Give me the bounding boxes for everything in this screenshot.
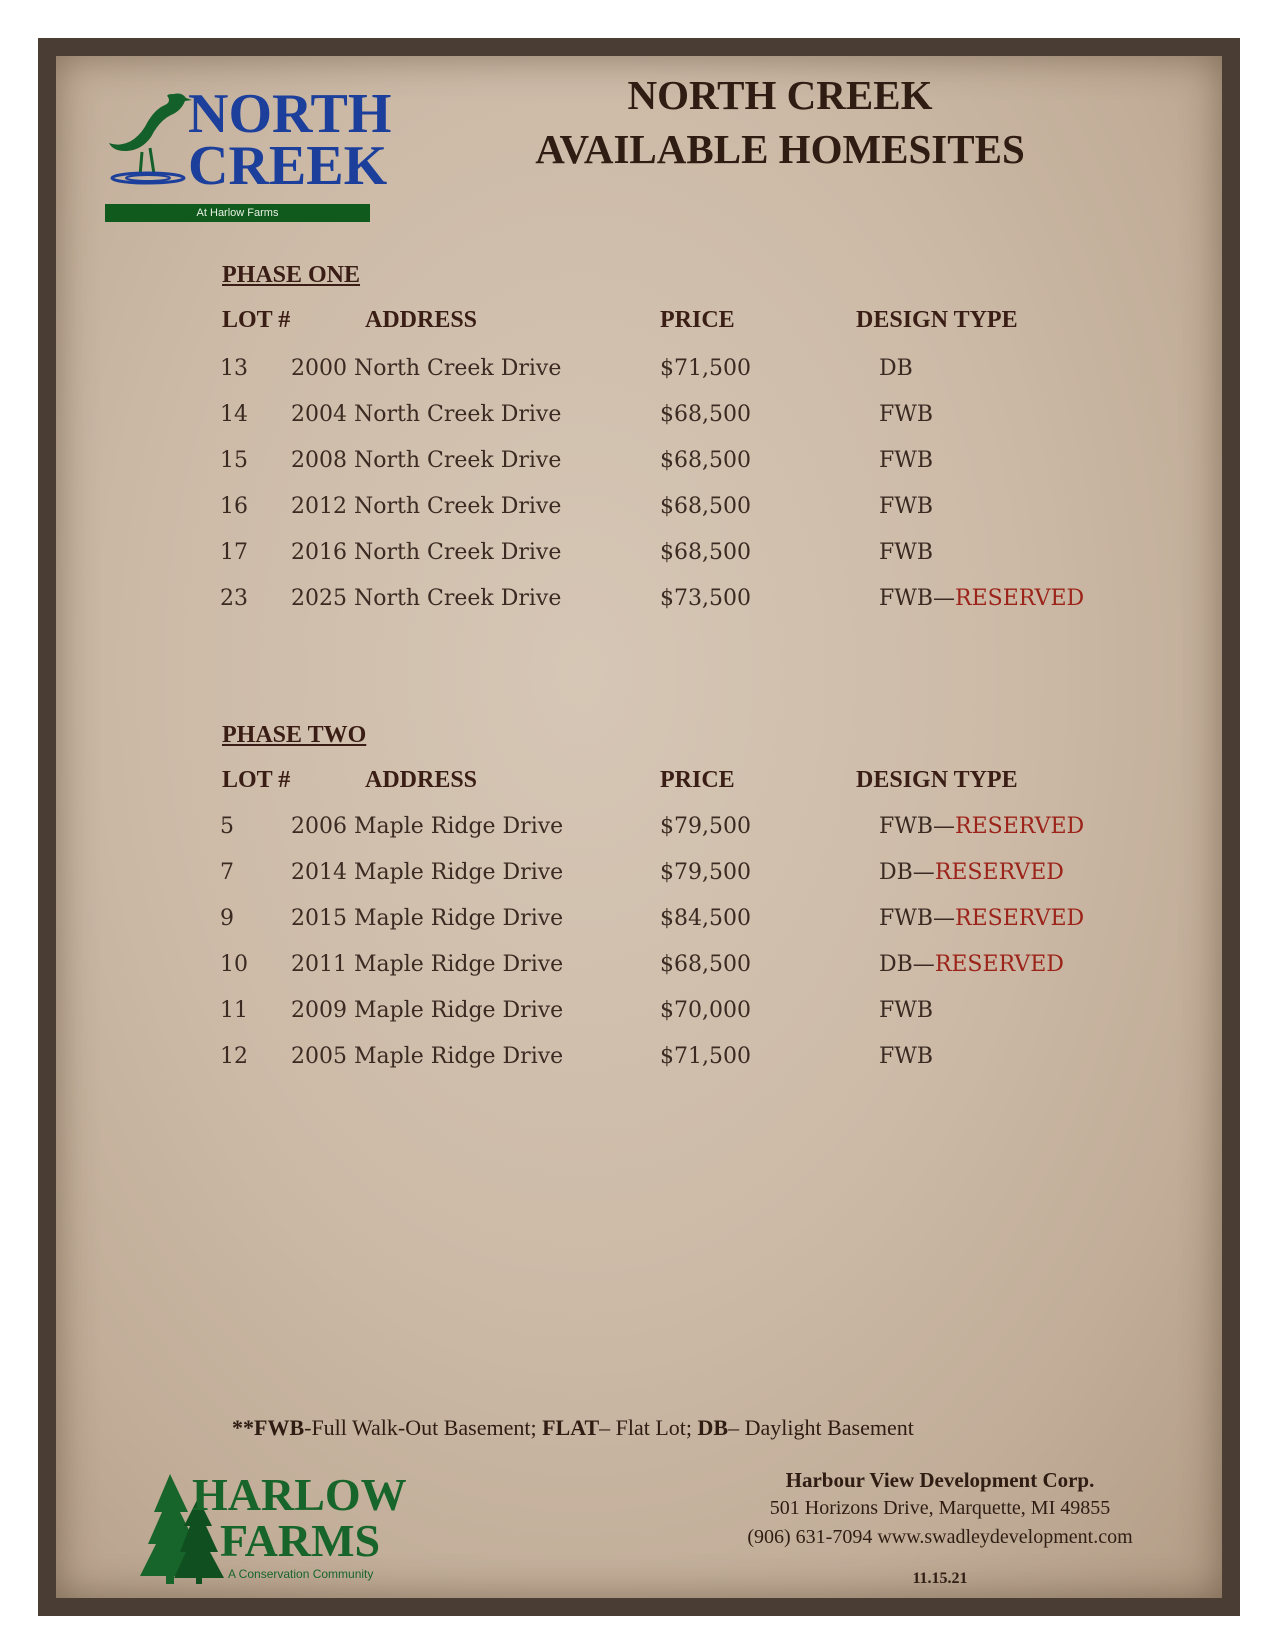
phase-two-heading: PHASE TWO — [222, 722, 367, 748]
col-lot-header: LOT # — [222, 767, 291, 793]
col-address-header: ADDRESS — [365, 307, 478, 333]
lot-price: $68,500 — [660, 494, 751, 519]
design-code: FWB— — [879, 814, 956, 839]
design-code: FWB — [879, 540, 934, 565]
lot-design-type — [879, 998, 933, 1023]
company-contact: (906) 631-7094 www.swadleydevelopment.com — [747, 1526, 1133, 1548]
lot-price: $68,500 — [660, 402, 751, 427]
design-code: FWB— — [879, 586, 956, 611]
table-row — [0, 998, 1275, 1038]
design-code: FWB — [879, 998, 934, 1023]
lot-address: 2011 Maple Ridge Drive — [291, 952, 564, 977]
heron-icon — [104, 86, 194, 186]
lot-number: 16 — [220, 494, 248, 519]
page-title-line2: AVAILABLE HOMESITES — [535, 126, 1025, 172]
lot-number: 23 — [220, 586, 248, 611]
lot-design-type — [879, 402, 933, 427]
table-row — [0, 952, 1275, 992]
design-code: DB — [879, 356, 913, 381]
col-design-header: DESIGN TYPE — [856, 767, 1018, 793]
logo-word-creek: CREEK — [188, 135, 388, 197]
lot-price: $70,000 — [660, 998, 751, 1023]
lot-price: $73,500 — [660, 586, 751, 611]
table-row — [0, 860, 1275, 900]
lot-design-type — [879, 860, 1064, 885]
logo-word-farms: FARMS — [220, 1515, 381, 1566]
legend-flat-text: – Flat Lot; — [599, 1415, 698, 1440]
legend-db-text: – Daylight Basement — [728, 1415, 914, 1440]
lot-address: 2000 North Creek Drive — [291, 356, 562, 381]
design-type-legend — [232, 1415, 914, 1441]
lot-price: $68,500 — [660, 952, 751, 977]
harlow-tagline: A Conservation Community — [228, 1567, 374, 1581]
lot-number: 17 — [220, 540, 248, 565]
lot-design-type — [879, 814, 1084, 839]
lot-number: 14 — [220, 402, 248, 427]
lot-price: $79,500 — [660, 860, 751, 885]
lot-address: 2005 Maple Ridge Drive — [291, 1044, 564, 1069]
reserved-status: RESERVED — [934, 860, 1064, 885]
lot-design-type — [879, 356, 913, 381]
design-code: DB— — [879, 952, 935, 977]
table-row — [0, 906, 1275, 946]
company-address: 501 Horizons Drive, Marquette, MI 49855 — [769, 1497, 1111, 1519]
lot-price: $84,500 — [660, 906, 751, 931]
table-row — [0, 448, 1275, 488]
company-name: Harbour View Development Corp. — [785, 1468, 1095, 1492]
col-lot-header: LOT # — [222, 307, 291, 333]
lot-number: 9 — [220, 906, 234, 931]
lot-number: 13 — [220, 356, 248, 381]
lot-price: $79,500 — [660, 814, 751, 839]
lot-number: 7 — [220, 860, 234, 885]
table-row — [0, 540, 1275, 580]
lot-address: 2025 North Creek Drive — [291, 586, 562, 611]
legend-db-key: DB — [697, 1415, 729, 1440]
lot-price: $68,500 — [660, 448, 751, 473]
lot-address: 2009 Maple Ridge Drive — [291, 998, 564, 1023]
table-row — [0, 586, 1275, 626]
phase-one-heading: PHASE ONE — [222, 262, 361, 288]
logo-word-north: NORTH — [188, 83, 392, 145]
legend-prefix: ** — [232, 1415, 254, 1440]
lot-design-type — [879, 540, 933, 565]
table-row — [0, 814, 1275, 854]
design-code: DB— — [879, 860, 935, 885]
legend-flat-key: FLAT — [542, 1415, 600, 1440]
lot-address: 2016 North Creek Drive — [291, 540, 562, 565]
lot-number: 10 — [220, 952, 248, 977]
design-code: FWB — [879, 494, 934, 519]
reserved-status: RESERVED — [955, 814, 1085, 839]
document-date: 11.15.21 — [912, 1570, 968, 1587]
table-row — [0, 402, 1275, 442]
lot-design-type — [879, 952, 1064, 977]
design-code: FWB — [879, 448, 934, 473]
table-row — [0, 356, 1275, 396]
col-price-header: PRICE — [660, 307, 735, 333]
reserved-status: RESERVED — [955, 586, 1085, 611]
design-code: FWB— — [879, 906, 956, 931]
reserved-status: RESERVED — [934, 952, 1064, 977]
lot-address: 2006 Maple Ridge Drive — [291, 814, 564, 839]
lot-address: 2008 North Creek Drive — [291, 448, 562, 473]
lot-design-type — [879, 906, 1084, 931]
legend-fwb-text: -Full Walk-Out Basement; — [304, 1415, 543, 1440]
page-title-line1: NORTH CREEK — [627, 72, 933, 118]
lot-design-type — [879, 494, 933, 519]
lot-address: 2012 North Creek Drive — [291, 494, 562, 519]
lot-design-type — [879, 586, 1084, 611]
table-row — [0, 1044, 1275, 1084]
lot-number: 15 — [220, 448, 248, 473]
design-code: FWB — [879, 402, 934, 427]
col-price-header: PRICE — [660, 767, 735, 793]
lot-number: 12 — [220, 1044, 248, 1069]
lot-price: $71,500 — [660, 356, 751, 381]
col-address-header: ADDRESS — [365, 767, 478, 793]
lot-design-type — [879, 448, 933, 473]
design-code: FWB — [879, 1044, 934, 1069]
reserved-status: RESERVED — [955, 906, 1085, 931]
lot-number: 5 — [220, 814, 234, 839]
legend-fwb-key: FWB — [254, 1415, 305, 1440]
table-row — [0, 494, 1275, 534]
lot-address: 2004 North Creek Drive — [291, 402, 562, 427]
logo-tagline: At Harlow Farms — [105, 204, 370, 222]
logo-word-harlow: HARLOW — [192, 1469, 407, 1520]
lot-address: 2015 Maple Ridge Drive — [291, 906, 564, 931]
col-design-header: DESIGN TYPE — [856, 307, 1018, 333]
lot-number: 11 — [220, 998, 248, 1023]
lot-price: $71,500 — [660, 1044, 751, 1069]
lot-address: 2014 Maple Ridge Drive — [291, 860, 564, 885]
lot-price: $68,500 — [660, 540, 751, 565]
lot-design-type — [879, 1044, 933, 1069]
